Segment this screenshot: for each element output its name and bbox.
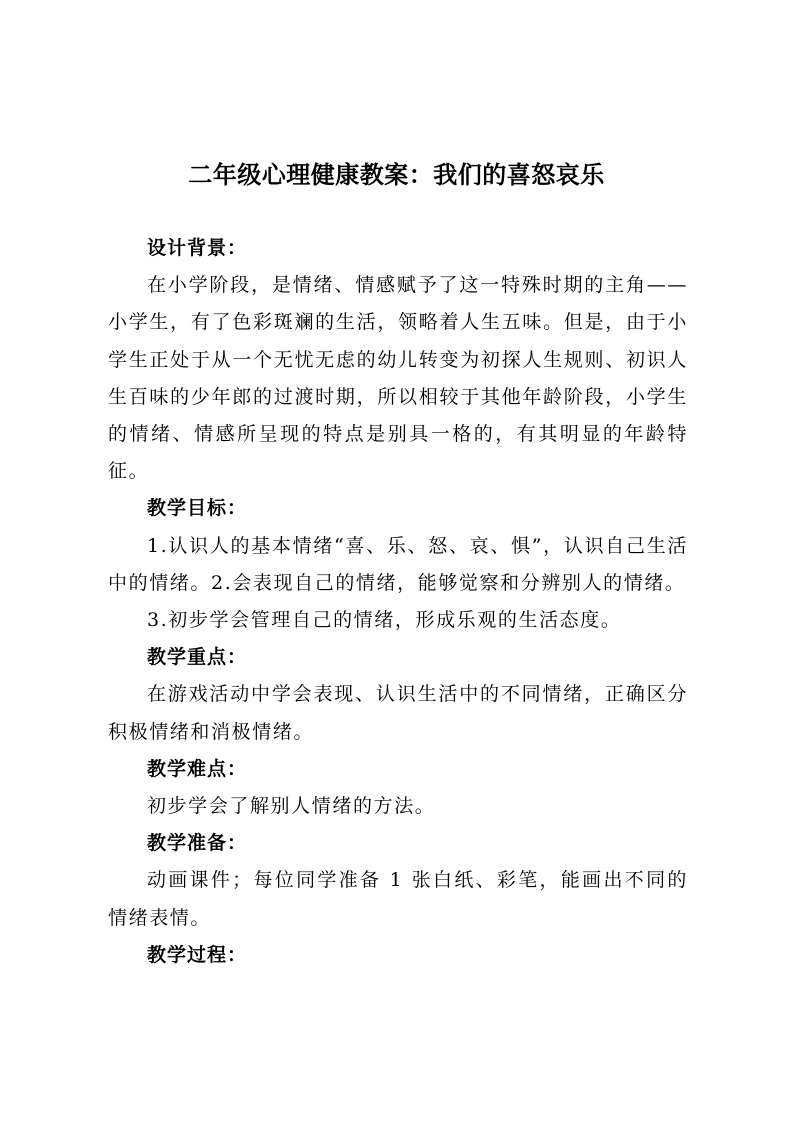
- paragraph-design-background: 在小学阶段，是情绪、情感赋予了这一特殊时期的主角——小学生，有了色彩斑斓的生活，领略着人生五味。但是，由于小学生正处于从一个无忧无虑的幼儿转变为初探人生规则、初识人生百味的少年郎的过渡时期，所以相较于其他年龄阶段，小学生的情绪、情感所呈现的特点是别具一格的，有其明显的年龄特征。: [108, 274, 688, 483]
- section-heading-difficulties: 教学难点：: [146, 757, 247, 780]
- paragraph-key-points: 在游戏活动中学会表现、认识生活中的不同情绪，正确区分积极情绪和消极情绪。: [108, 683, 688, 743]
- paragraph-preparation: 动画课件；每位同学准备 1 张白纸、彩笔，能画出不同的情绪表情。: [108, 869, 688, 929]
- section-heading-design-background: 设计背景：: [146, 237, 247, 259]
- document-title: 二年级心理健康教案：我们的喜怒哀乐: [188, 161, 605, 189]
- section-heading-teaching-goals: 教学目标：: [146, 497, 247, 520]
- section-heading-teaching-process: 教学过程：: [146, 943, 247, 966]
- paragraph-teaching-goals-1: 1.认识人的基本情绪“喜、乐、怒、哀、惧”，认识自己生活中的情绪。2.会表现自己的情绪，能够觉察和分辨别人的情绪。: [108, 534, 688, 594]
- paragraph-difficulties: 初步学会了解别人情绪的方法。: [146, 795, 436, 818]
- paragraph-teaching-goals-2: 3.初步学会管理自己的情绪，形成乐观的生活态度。: [146, 609, 622, 632]
- section-heading-key-points: 教学重点：: [146, 646, 247, 669]
- section-heading-preparation: 教学准备：: [146, 832, 247, 855]
- document-body: [108, 230, 688, 974]
